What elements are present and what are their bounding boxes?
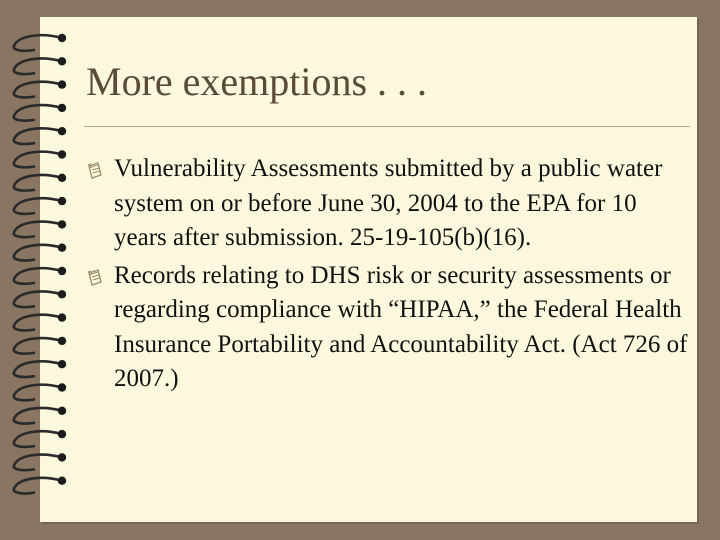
- bullet-item-1: [86, 152, 690, 256]
- notepad-bullet-icon: [86, 268, 104, 286]
- slide-title: More exemptions . . .: [86, 59, 428, 104]
- bullet-text-2: Records relating to DHS risk or security assessments or regarding compliance with “HIPAA,” the Federal Health Insurance Portability and Accountability Act. (Act 726 of 2007.): [114, 261, 688, 392]
- bullet-list: [86, 152, 690, 400]
- bullet-item-2: [86, 259, 690, 397]
- bullet-text-1: Vulnerability Assessments submitted by a public water system on or before June 30, 2004 to the EPA for 10 years after submission. 25-19-105(b)(16).: [114, 155, 663, 251]
- notepad-bullet-icon: [86, 161, 104, 179]
- title-divider: [84, 126, 690, 127]
